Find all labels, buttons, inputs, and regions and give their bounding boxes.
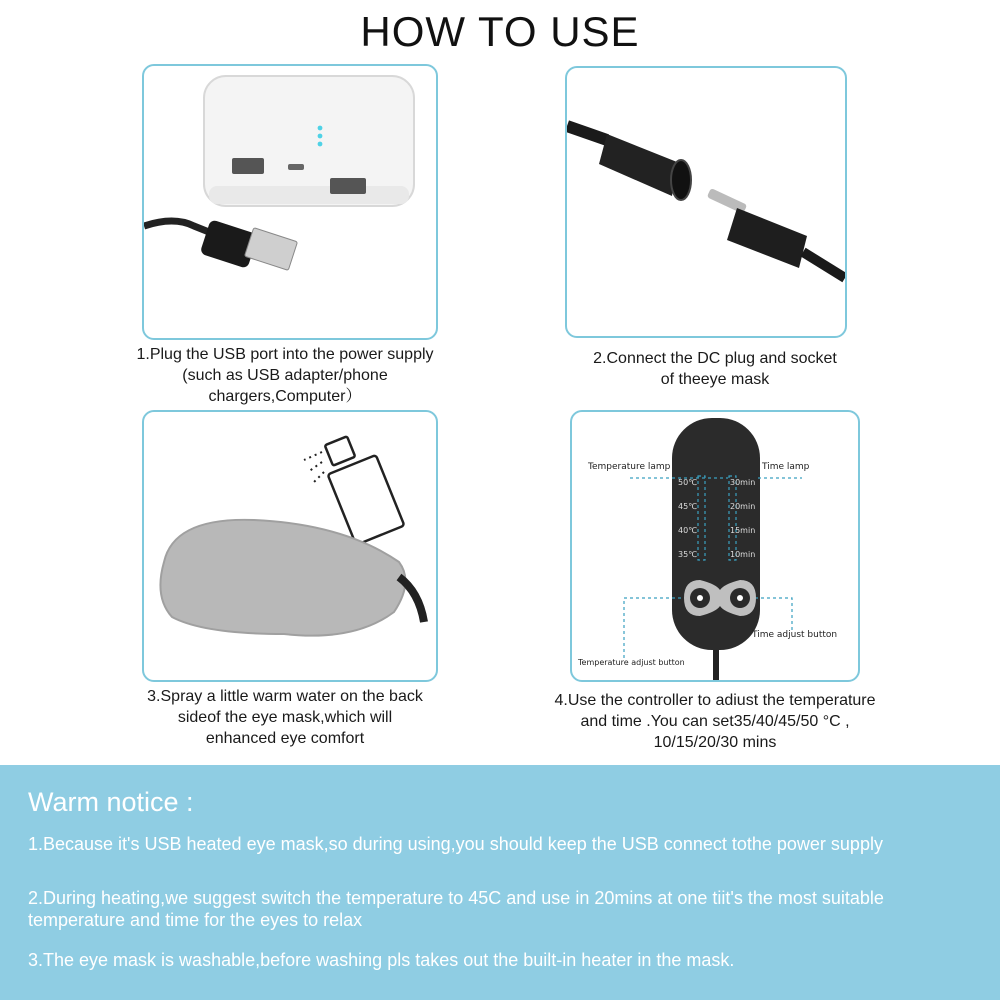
time-10-label: 10min <box>730 550 756 559</box>
step2-caption <box>520 348 910 390</box>
caption-line: of theeye mask <box>660 371 770 388</box>
caption-line: 4.Use the controller to adiust the temperature <box>554 692 876 709</box>
step4-image <box>570 410 860 682</box>
temp-40-label: 40℃ <box>678 526 698 535</box>
caption-line: 2.Connect the DC plug and socket <box>593 350 837 367</box>
temp-45-label: 45℃ <box>678 502 698 511</box>
warm-notice-panel <box>0 765 1000 1000</box>
step1-image <box>142 64 438 340</box>
power-bank-illustration <box>144 66 436 338</box>
time-20-label: 20min <box>730 502 756 511</box>
temp-35-label: 35℃ <box>678 550 698 559</box>
step3-image <box>142 410 438 682</box>
notice-title: Warm notice : <box>28 787 194 817</box>
step2-image <box>565 66 847 338</box>
caption-line: chargers,Computer） <box>208 388 362 405</box>
caption-line: (such as USB adapter/phone <box>182 367 388 384</box>
notice-item-1: 1.Because it's USB heated eye mask,so during using,you should keep the USB connect tothe power supply <box>28 834 883 854</box>
notice-item-3: 3.The eye mask is washable,before washing pls takes out the built-in heater in the mask. <box>28 950 735 970</box>
caption-line: sideof the eye mask,which will <box>177 709 393 726</box>
caption-line: and time .You can set35/40/45/50 °C , <box>580 713 850 730</box>
temperature-lamp-label: Temperature lamp <box>588 462 671 472</box>
step1-caption <box>90 344 480 407</box>
time-lamp-label: Time lamp <box>762 462 810 472</box>
temp-50-label: 50℃ <box>678 478 698 487</box>
notice-item-2: 2.During heating,we suggest switch the temperature to 45C and use in 20mins at one tiit's the most suitable temperature and time for the eyes to relax <box>28 888 884 930</box>
temperature-adjust-label: Temperature adjust button <box>578 658 685 667</box>
time-30-label: 30min <box>730 478 756 487</box>
caption-line: 10/15/20/30 mins <box>653 734 777 751</box>
page-title: HOW TO USE <box>360 8 640 55</box>
step3-caption <box>90 686 480 749</box>
dc-plug-illustration <box>567 68 845 336</box>
caption-line: 1.Plug the USB port into the power supply <box>136 346 434 363</box>
eye-mask-illustration <box>144 412 436 680</box>
caption-line: 3.Spray a little warm water on the back <box>147 688 423 705</box>
step4-caption <box>520 690 910 753</box>
caption-line: enhanced eye comfort <box>205 730 365 747</box>
time-15-label: 15min <box>730 526 756 535</box>
time-adjust-label: Time adjust button <box>752 630 838 640</box>
